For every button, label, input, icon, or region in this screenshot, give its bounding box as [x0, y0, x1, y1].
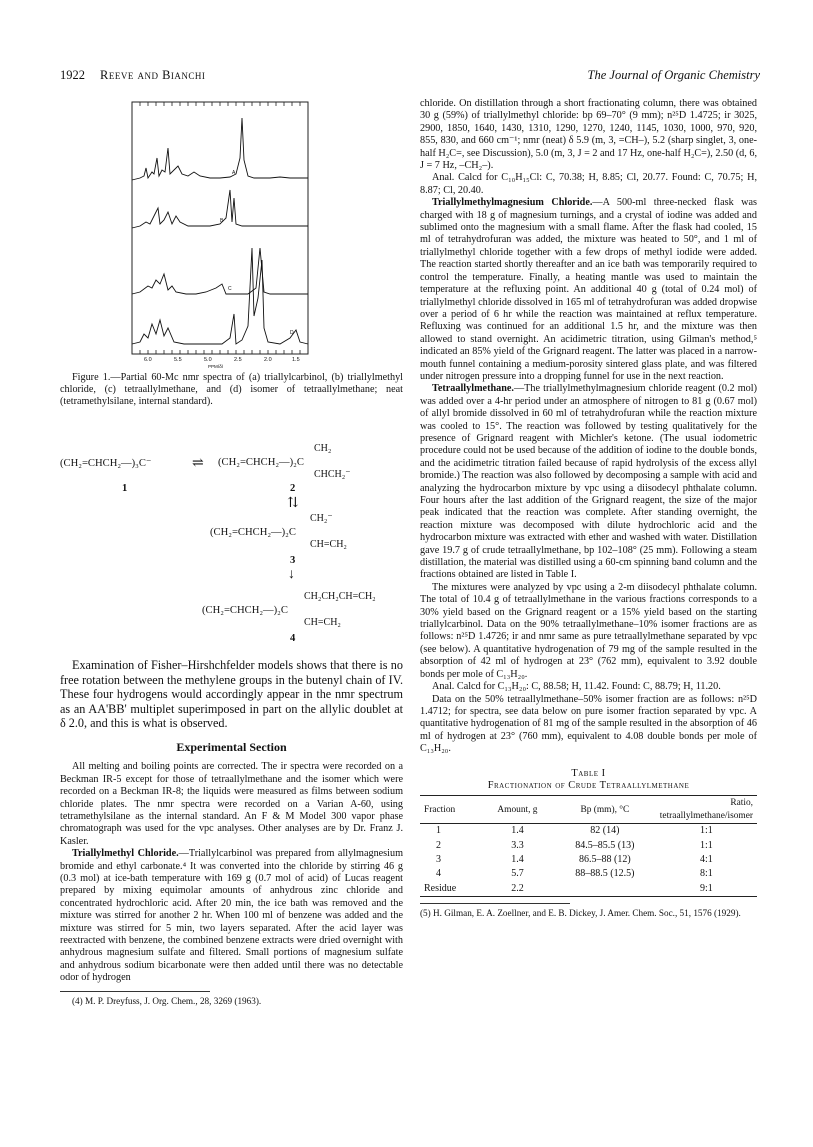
col-header: Ratio, tetraallylmethane/isomer	[656, 796, 757, 824]
paragraph-text: —A 500-ml three-necked flask was charged with 18 g of magnesium turnings, and a crystal of iodine was added and sublimed onto the magnesium with a small flame. After the flask had cooled, 15 ml of tetrahydrofuran was added, the mixture was heated to 50°, and 1 ml of triallylmethyl chloride together with a few drops of methyl iodide were added. The reaction started shortly thereafter and an ice bath was temporarily required to control the temperature. Finally, a heating mantle was used to maintain the temperature at the refluxing point. An additional 40 g (total of 0.24 mol) of triallylmethyl chloride dissolved in 165 ml of tetrahydrofuran was added dropwise over a period of 6 hr while the reaction was maintained at reflux temperature. Refluxing was continued for an additional 1.5 hr, and the mixture was then allowed to stand overnight. An acidimetric titration, using Gilman's method,⁵ indicated an 85% yield of the Grignard reagent. The latter was placed in a narrow-mouth funnel containing a medium-porosity sintered glass plate, and was filtered under nitrogen pressure into a dropping funnel for use in the next reaction.	[420, 197, 757, 382]
label-4: 4	[290, 633, 296, 644]
arrow-3-4: ↓	[288, 567, 295, 582]
left-column-body	[60, 658, 403, 1007]
cell: 86.5–88 (12)	[579, 853, 631, 865]
table-1	[420, 768, 757, 898]
cell: 1.4	[511, 825, 524, 837]
running-authors: Reeve and Bianchi	[100, 68, 206, 82]
analysis-2: Anal. Calcd for C₁₃H₂₀: C, 88.58; H, 11.42. Found: C, 88.79; H, 11.20.	[432, 681, 721, 693]
structure-3-upper: CH₂⁻	[310, 513, 333, 524]
paragraph-vpc: The mixtures were analyzed by vpc using a 2-m diisodecyl phthalate column. The total of 10.4 g of tetraallylmethane in the various fractions corresponds to a 30% yield based on the Grignard reagent or a 15% yield based on the starting triallylcarbinol. Data on the 90% tetraallylmethane–10% isomer fractions are as follows: n²⁵D 1.4726; ir and nmr same as pure tetraallylmethane separated by vpc (see below). A quantitative hydrogenation of 79 mg of the sample resulted in the absorption of 42 ml of hydrogen at 23° (762 mm), equivalent to 3.92 double bonds per mole of C₁₃H₂₀.	[420, 581, 757, 680]
label-3: 3	[290, 555, 296, 566]
run-in-heading: Tetraallylmethane.	[432, 383, 514, 395]
trace-d	[132, 248, 308, 344]
paragraph-intro: Examination of Fisher–Hirshchfelder models shows that there is no free rotation between the methylene groups in the butenyl chain of IV. These four hydrogens would accordingly appear in the nmr spectrum as an AA'BB' multiplet superimposed in part on the allylic doublet at δ 2.0, and this is what is observed.	[60, 658, 403, 731]
structure-2-lower: CHCH₂⁻	[314, 469, 351, 480]
cell: 4:1	[700, 853, 713, 865]
table-row	[420, 867, 757, 881]
axis-tick-label: 1.5	[292, 357, 300, 363]
equilibrium-arrow: ⇌	[192, 456, 204, 471]
journal-title: The Journal of Organic Chemistry	[587, 68, 760, 82]
section-title: Experimental Section	[176, 739, 287, 754]
cell	[554, 882, 656, 897]
table-row	[420, 824, 757, 839]
footnote-rule	[420, 903, 570, 904]
fractionation-table	[420, 795, 757, 897]
col-header: Bp (mm), °C	[554, 796, 656, 824]
table-row	[420, 839, 757, 853]
paragraph-chloride	[60, 848, 403, 984]
axis-tick-label: 2.5	[234, 357, 242, 363]
axis-tick-label: 6.0	[144, 357, 152, 363]
arrow-2-3: ⇅	[287, 496, 299, 511]
trace-label-c: C	[228, 286, 232, 292]
table-row	[420, 882, 757, 897]
figure-caption-text: Figure 1.—Partial 60-Mc nmr spectra of (a) triallylcarbinol, (b) triallylmethyl chloride, (c) tetraallylmethane, and (d) isomer of tetraallylmethane; neat (tetramethylsilane, internal standard).	[60, 372, 403, 408]
footnote-5: (5) H. Gilman, E. A. Zoellner, and E. B. Dickey, J. Amer. Chem. Soc., 51, 1576 (1929).	[420, 908, 741, 919]
structure-2-upper: CH₂	[314, 443, 332, 454]
footnote-rule	[60, 991, 210, 992]
paragraph-methods: All melting and boiling points are corrected. The ir spectra were recorded on a Beckman IR-5 except for those of tetraallylmethane and the isomer which were recorded on a Beckman IR-8; the liquids were measured as films between sodium chloride plates. The nmr spectra were recorded on a Varian A-60, using tetramethylsilane as the internal standard. An F & M Model 300 vapor phase chromatograph was used for the vpc analyses. Other analyses are by Dr. Franz J. Kasler.	[60, 761, 403, 847]
nmr-spectra-figure	[130, 98, 310, 368]
cell: 2	[436, 839, 441, 851]
cell: 1.4	[511, 853, 524, 865]
cell: 8:1	[700, 868, 713, 880]
structure-4-upper: CH₂CH₂CH=CH₂	[304, 591, 376, 602]
paragraph-grignard	[420, 197, 757, 383]
axis-tick-label: 5.5	[174, 357, 182, 363]
cell: 82 (14)	[590, 825, 620, 837]
structure-1: (CH₂=CHCH₂—)₃C⁻	[60, 458, 152, 469]
paragraph-continued: chloride. On distillation through a short fractionating column, there was obtained 30 g (59%) of triallylmethyl chloride: bp 69–70° (9 mm); n²⁵D 1.4725; ir 3025, 2900, 1850, 1640, 1430, 1310, 1290, 1270, 1240, 1145, 1030, 1000, 970, 920, 855, 830, and 660 cm⁻¹; nmr (neat) δ 5.9 (m, 3, =CH–), 5.2 (sharp singlet, 3, one-half H₂C=, see Discussion), 5.0 (m, 3, J = 2 and 17 Hz, one-half H₂C=), 2.50 (d, 6, J = 7 Hz, –CH₂–).	[420, 98, 757, 172]
table-label: Table I	[571, 767, 606, 779]
table-title: Fractionation of Crude Tetraallylmethane	[487, 779, 690, 791]
cell: Residue	[420, 882, 481, 897]
trace-c	[132, 248, 308, 294]
cell: 84.5–85.5 (13)	[575, 839, 635, 851]
col-header: Amount, g	[481, 796, 554, 824]
right-column-body	[420, 98, 757, 919]
reaction-scheme	[60, 445, 405, 653]
table-header-row	[420, 796, 757, 824]
footnote-4: (4) M. P. Dreyfuss, J. Org. Chem., 28, 3269 (1963).	[72, 995, 262, 1006]
trace-label-d: D	[290, 330, 294, 336]
cell: 2.2	[481, 882, 554, 897]
structure-4-lower: CH=CH₂	[304, 617, 341, 628]
cell: 1	[436, 825, 441, 837]
cell: 4	[436, 868, 441, 880]
paragraph-tetraallylmethane	[420, 383, 757, 582]
paragraph-text: —The triallylmethylmagnesium chloride reagent (0.2 mol) was added over a 4-hr period under an atmosphere of nitrogen to 81 g (0.67 mol) of allyl bromide dissolved in 60 ml of tetrahydrofuran while the reaction mixture was cooled to 15°. The reaction was followed by testing qualitatively for the presence of Grignard reagent with Michler's ketone. (The usual iodometric procedure could not be used because of the addition of iodine to the double bonds, and the acidimetric titration failed because of rapid hydrolysis of the excess allyl bromide.) The reaction was also followed by decomposing a sample with acid and analyzing the hydrocarbon mixture by vpc using a diisodecyl phthalate column. Four hours after the last addition of the Grignard reagent, the size of the major peak indicated that the reaction was complete. After standing overnight, the reaction mixture was decomposed with dilute hydrochloric acid and the hydrocarbon mixture was extracted with ether and washed with water. Distillation gave 19.7 g of crude tetraallylmethane, bp 102–108° (25 mm). Following a steam distillation, the material was distilled using a 60-cm spinning band column and the fractions obtained are listed in Table I.	[420, 383, 757, 581]
run-in-heading: Triallylmethylmagnesium Chloride.	[432, 197, 593, 209]
paragraph-isomer: Data on the 50% tetraallylmethane–50% isomer fraction are as follows: n²⁵D 1.4712; for spectra, see data below on pure isomer fraction separated by vpc. A quantitative hydrogenation of 81 mg of the sample resulted in the absorption of 46 ml of hydrogen at 23° (760 mm), equivalent to 4.08 double bonds per mole of C₁₃H₂₀.	[420, 693, 757, 755]
cell: 3.3	[511, 839, 524, 851]
run-in-heading: Triallylmethyl Chloride.	[72, 848, 179, 860]
trace-label-b: B	[220, 218, 224, 224]
cell: 3	[436, 853, 441, 865]
label-1: 1	[122, 483, 128, 494]
trace-label-a: A	[232, 170, 236, 176]
running-header	[60, 68, 760, 86]
col-header: Fraction	[420, 796, 481, 824]
analysis-1: Anal. Calcd for C₁₀H₁₅Cl: C, 70.38; H, 8.85; Cl, 20.77. Found: C, 70.75; H, 8.87; Cl, 20.40.	[420, 172, 757, 196]
paragraph-text: —Triallylcarbinol was prepared from allylmagnesium bromide and ethyl carbonate.⁴ It was converted into the chloride by stirring 46 g (0.3 mol) at ice-bath temperature with 169 g (0.7 mol of acid) of Lucas reagent prepared by mixing equimolar amounts of anhydrous zinc chloride and concentrated hydrochloric acid. After 20 min, the ice bath was removed and the mixture was stirred for another 2 hr. When 100 ml of benzene was added and the mixture was stirred for 5 min, two layers separated. After the acid layer was reextracted with benzene, the combined benzene extracts were dried overnight with anhydrous magnesium sulfate and filtered. Small portions of magnesium sulfate and anhydrous sodium bicarbonate were then added until there was no detectable odor of hydrogen	[60, 848, 403, 984]
structure-2: (CH₂=CHCH₂—)₂C	[218, 457, 304, 468]
figure-caption	[60, 372, 403, 409]
trace-a	[132, 118, 308, 180]
cell: 9:1	[656, 882, 757, 897]
structure-3: (CH₂=CHCH₂—)₂C	[210, 527, 296, 538]
cell: 88–88.5 (12.5)	[575, 868, 635, 880]
cell: 1:1	[700, 825, 713, 837]
axis-tick-label: 5.0	[204, 357, 212, 363]
label-2: 2	[290, 483, 296, 494]
structure-3-lower: CH=CH₂	[310, 539, 347, 550]
cell: 5.7	[511, 868, 524, 880]
structure-4: (CH₂=CHCH₂—)₂C	[202, 605, 288, 616]
axis-unit: PPM(δ)	[208, 364, 224, 368]
table-row	[420, 853, 757, 867]
cell: 1:1	[700, 839, 713, 851]
page-number: 1922	[60, 68, 85, 82]
axis-tick-label: 2.0	[264, 357, 272, 363]
